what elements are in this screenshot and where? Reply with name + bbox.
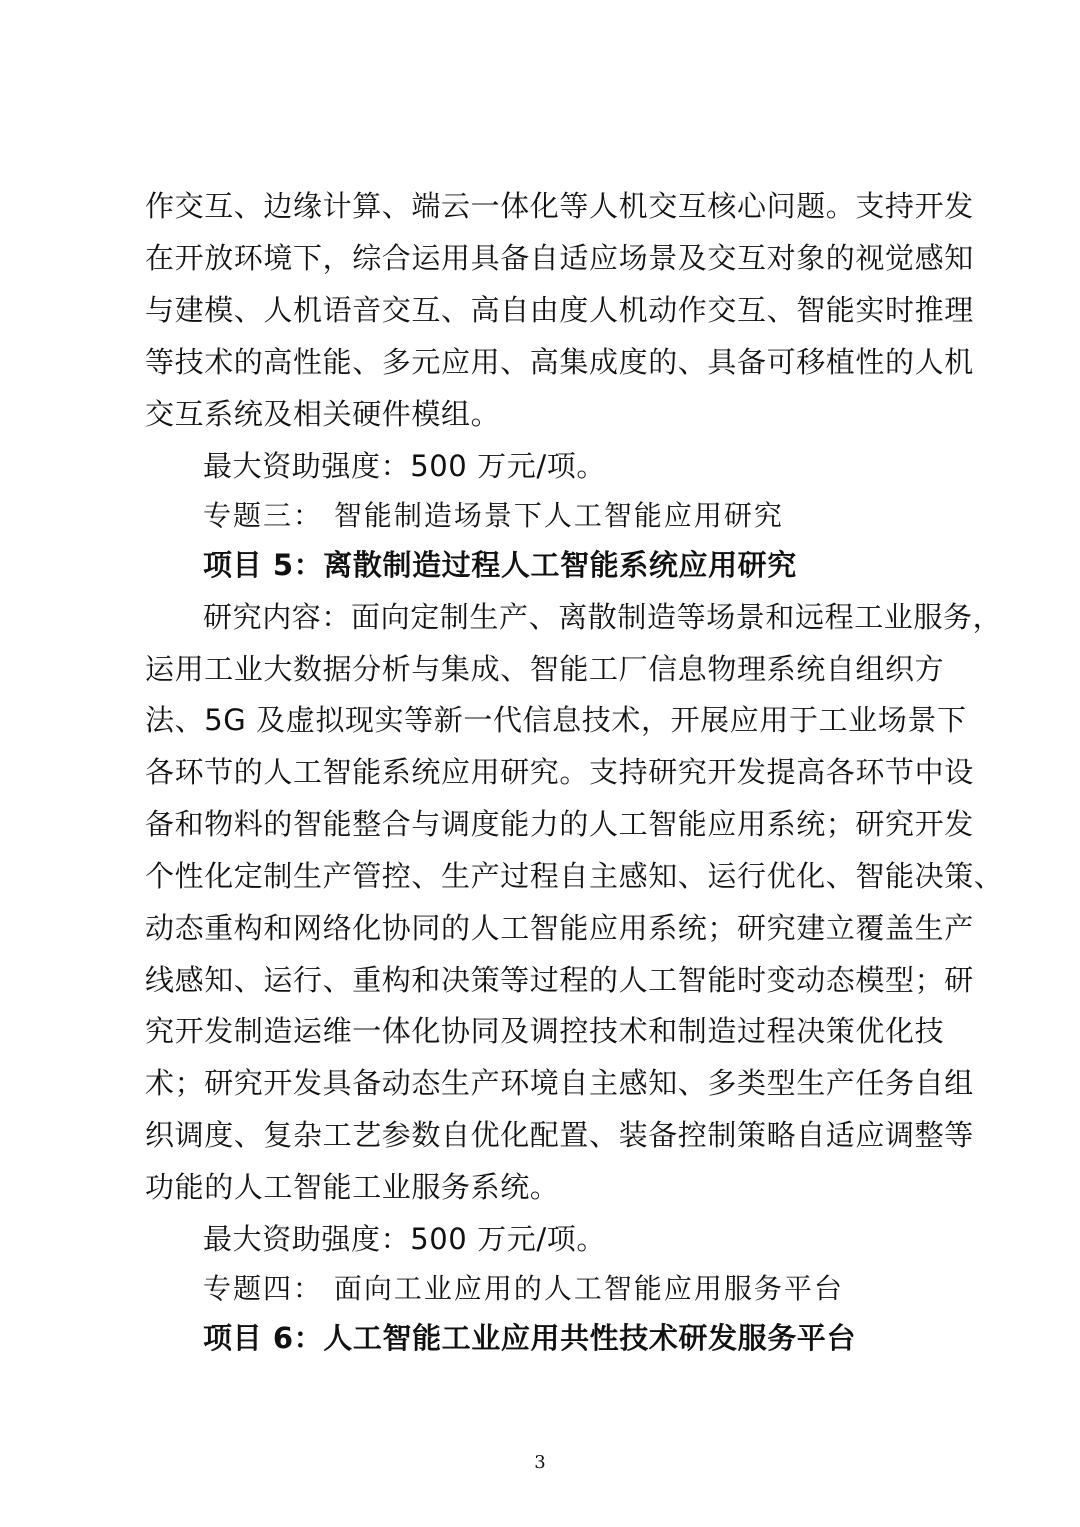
paragraph-line: 个性化定制生产管控、生产过程自主感知、运行优化、智能决策、 <box>145 859 1004 893</box>
paragraph-line: 法、5G 及虚拟现实等新一代信息技术，开展应用于工业场景下 <box>145 703 967 737</box>
funding-line: 最大资助强度：500 万元/项。 <box>203 449 606 483</box>
topic-heading: 专题四： 面向工业应用的人工智能应用服务平台 <box>203 1272 844 1305</box>
paragraph-line: 功能的人工智能工业服务系统。 <box>145 1170 560 1204</box>
paragraph-line: 作交互、边缘计算、端云一体化等人机交互核心问题。支持开发 <box>145 189 974 223</box>
paragraph-line: 备和物料的智能整合与调度能力的人工智能应用系统；研究开发 <box>145 807 974 841</box>
paragraph-line: 运用工业大数据分析与集成、智能工厂信息物理系统自组织方 <box>145 652 945 686</box>
project-heading: 项目 6：人工智能工业应用共性技术研发服务平台 <box>203 1321 857 1355</box>
paragraph-line: 研究内容：面向定制生产、离散制造等场景和远程工业服务， <box>203 600 1003 634</box>
paragraph-line: 各环节的人工智能系统应用研究。支持研究开发提高各环节中设 <box>145 755 974 789</box>
paragraph-line: 术；研究开发具备动态生产环境自主感知、多类型生产任务自组 <box>145 1066 974 1100</box>
paragraph-line: 织调度、复杂工艺参数自优化配置、装备控制策略自适应调整等 <box>145 1118 974 1152</box>
project-heading: 项目 5：离散制造过程人工智能系统应用研究 <box>203 548 797 582</box>
paragraph-line: 究开发制造运维一体化协同及调控技术和制造过程决策优化技 <box>145 1014 945 1048</box>
paragraph-line: 线感知、运行、重构和决策等过程的人工智能时变动态模型；研 <box>145 963 974 997</box>
paragraph-line: 与建模、人机语音交互、高自由度人机动作交互、智能实时推理 <box>145 293 974 327</box>
topic-heading: 专题三： 智能制造场景下人工智能应用研究 <box>203 499 784 532</box>
paragraph-line: 动态重构和网络化协同的人工智能应用系统；研究建立覆盖生产 <box>145 911 974 945</box>
paragraph-line: 在开放环境下，综合运用具备自适应场景及交互对象的视觉感知 <box>145 241 974 275</box>
page-number: 3 <box>534 1452 546 1473</box>
paragraph-line: 等技术的高性能、多元应用、高集成度的、具备可移植性的人机 <box>145 345 974 379</box>
funding-line: 最大资助强度：500 万元/项。 <box>203 1222 606 1256</box>
paragraph-line: 交互系统及相关硬件模组。 <box>145 397 501 431</box>
